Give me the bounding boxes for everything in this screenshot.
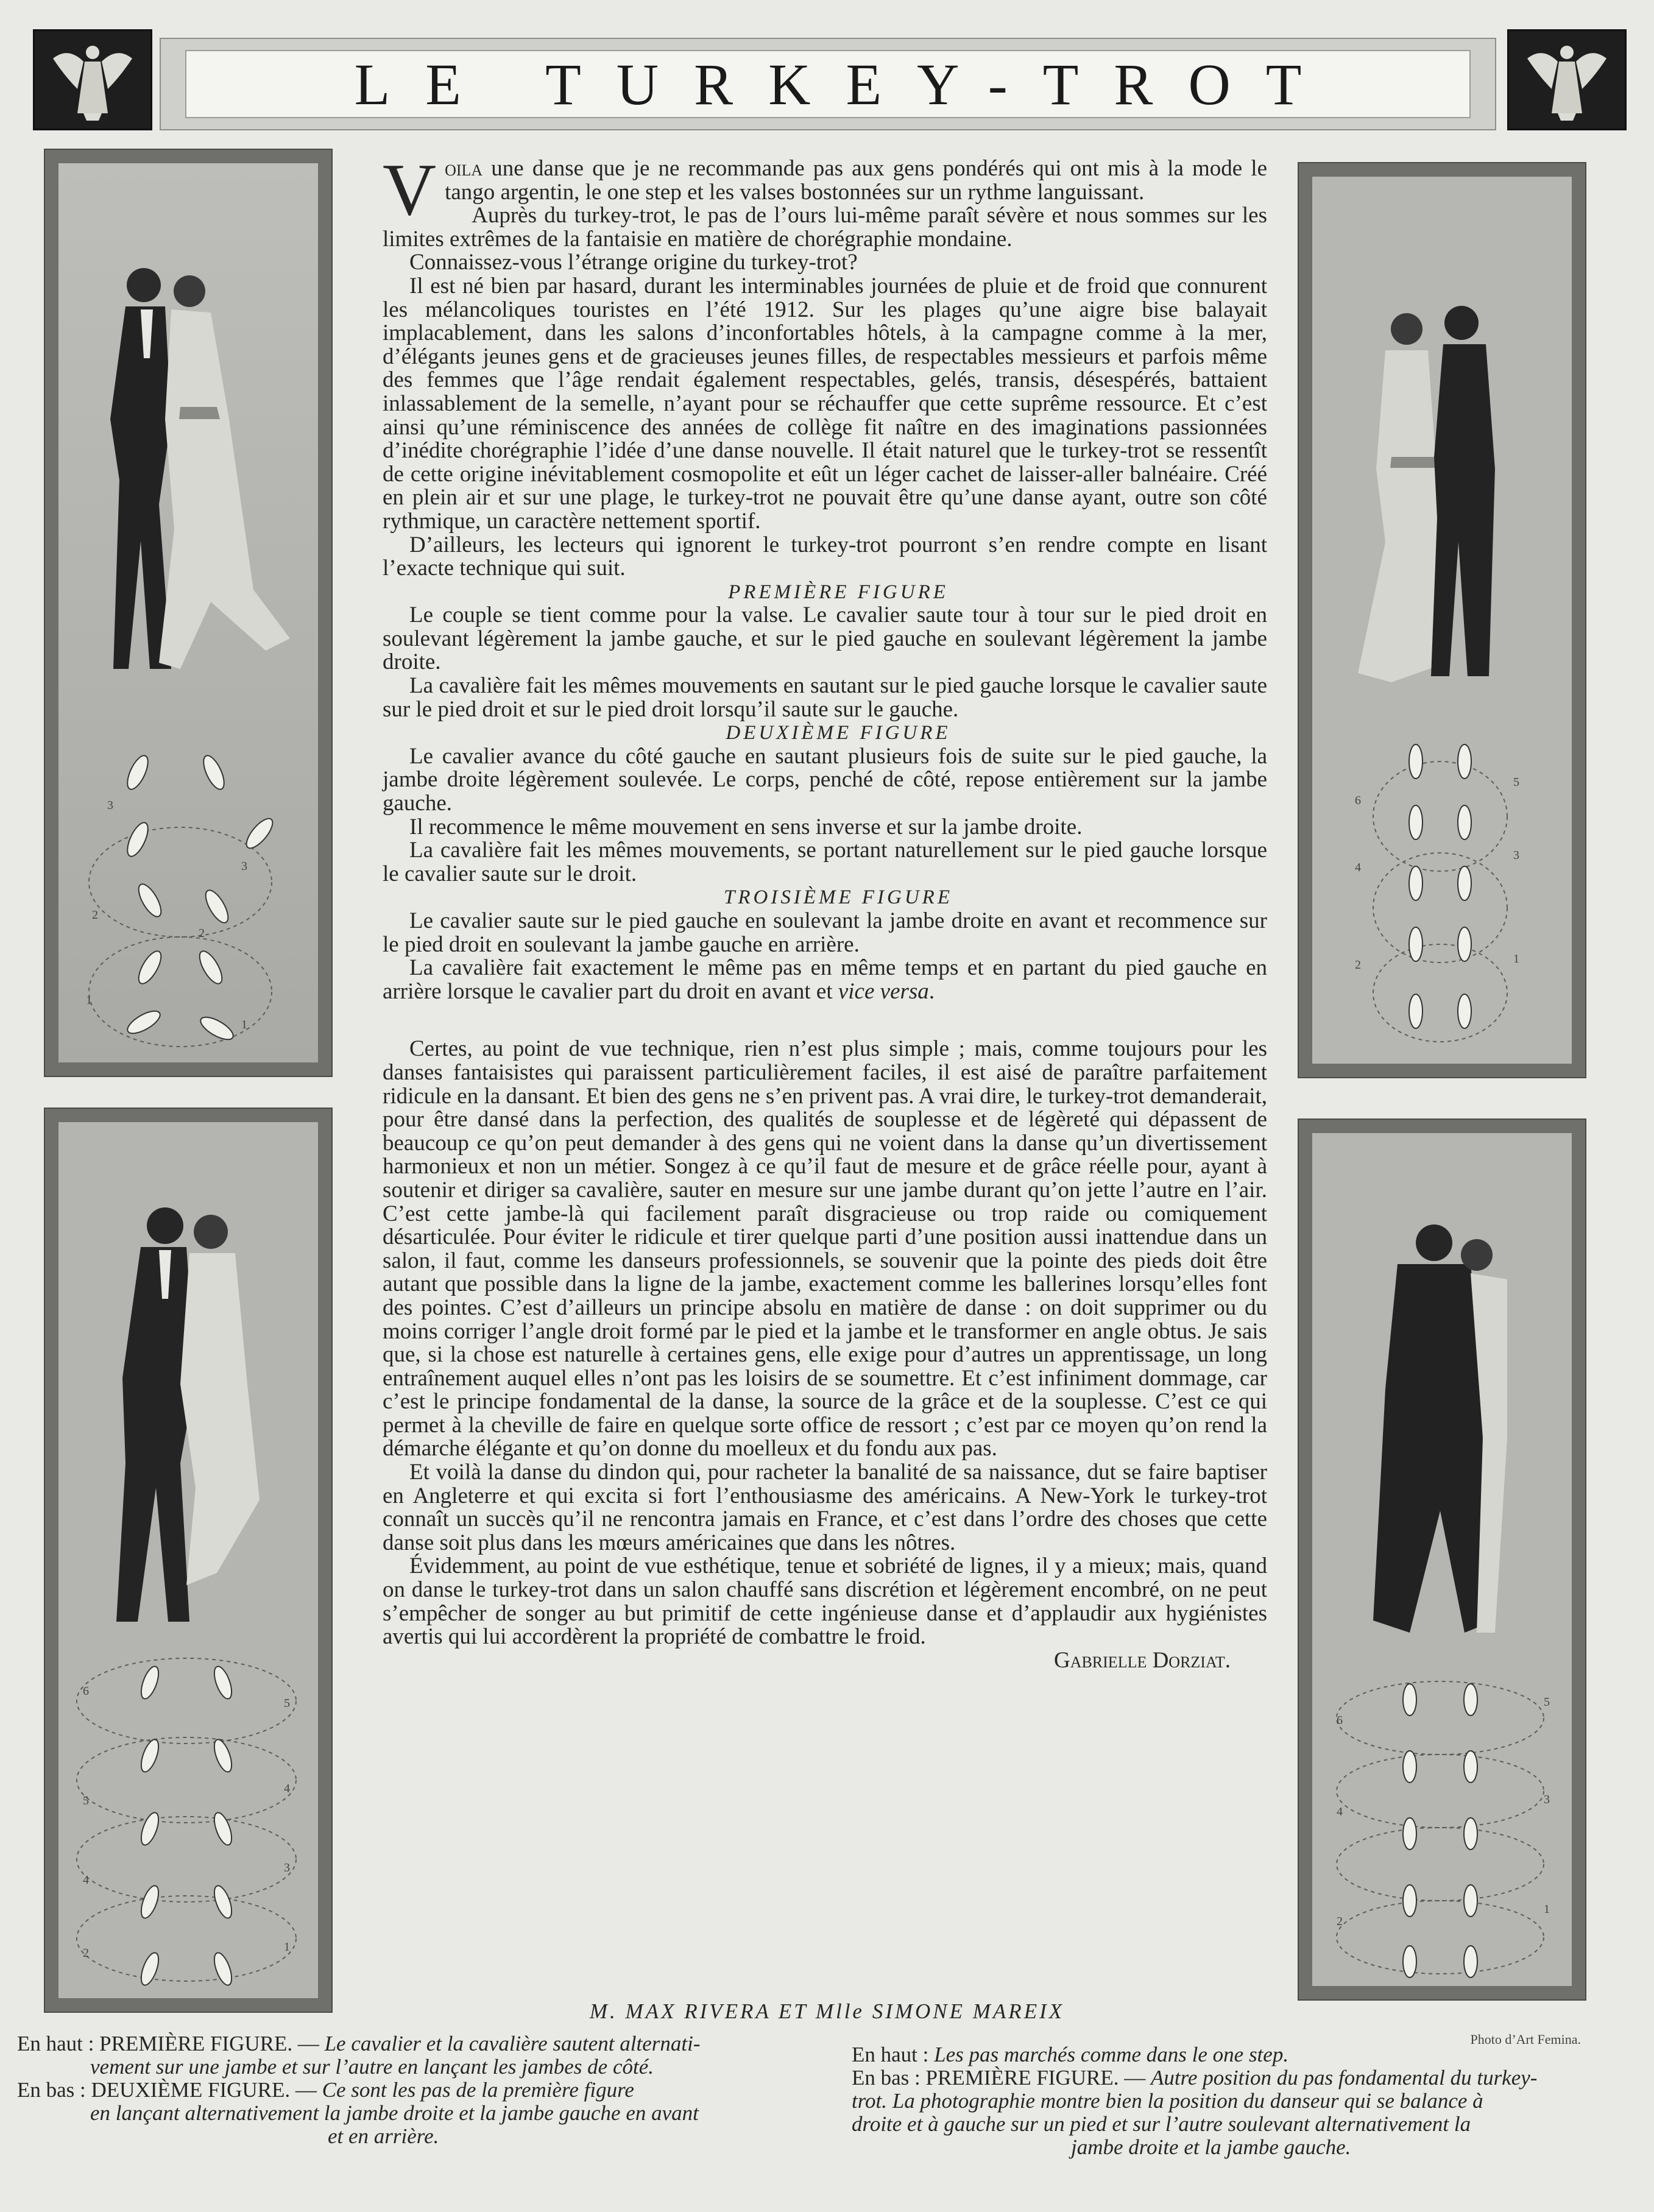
caption-text: En haut : [17,2032,100,2055]
photo-bottom-left [44,1108,333,2013]
drop-cap: V [383,149,437,231]
caption-text: Le cavalier et la cavalière sautent alternati- [324,2032,701,2055]
photo-plate [1312,177,1572,1064]
caption-left [17,2032,700,2148]
paragraph: Il est né bien par hasard, durant les interminables journées de pluie et de froid que connurent les mélancoliques touristes en l’été 1912. Sur les plages qu’une aigre bise balayait implacablement, dans les salons d’inconfortables hôtels, à la campagne comme à la mer, d’élégants jeunes gens et de gracieuses jeunes filles, de respectables messieurs et parfois même des femmes que l’âge rendait également respectables, gelés, transis, désespérés, battaient inlassablement de la semelle, n’ayant pour se réchauffer que cette suprême ressource. Et c’est ainsi qu’une réminiscence des années de collège fit naître en des imaginations passionnées d’inédite chorégraphie l’idée d’une danse nouvelle. Il était naturel que le turkey-trot se ressentît de cette origine inévitablement cosmopolite et eût un léger cachet de laisser-aller balnéaire. Créé en plein air et sur une plage, le turkey-trot ne pouvait être qu’une danse ayant, outre son côté rythmique, un caractère nettement sportif. [383,273,1267,534]
dancer-ornament-icon [1515,34,1619,125]
caption-text: Ce sont les pas de la première figure [322,2078,634,2102]
paragraph: Le couple se tient comme pour la valse. Le cavalier saute tour à tour sur le pied droit en soulevant légèrement la jambe gauche, et sur le pied gauche en soulevant légèrement la jambe droite. [383,602,1267,675]
svg-text:3: 3 [284,1861,290,1875]
caption-line: trot. La photographie montre bien la position du danseur qui se balance à [852,2089,1483,2113]
caption-line: en lançant alternativement la jambe droite et la jambe gauche en avant [90,2101,699,2125]
paragraph: D’ailleurs, les lecteurs qui ignorent le turkey-trot pourront s’en rendre compte en lisant l’exacte technique qui suit. [383,532,1267,581]
svg-text:1: 1 [1513,952,1519,966]
paragraph: La cavalière fait les mêmes mouvements en sautant sur le pied gauche lorsque le cavalier saute sur le pied droit et sur le pied droit lorsqu’il saute sur le gauche. [383,673,1267,722]
svg-text:3: 3 [1544,1793,1550,1806]
couple-dancing-photo [58,1122,318,1998]
paragraph: La cavalière fait les mêmes mouvements, se portant naturellement sur le pied gauche lorsque le cavalier saute sur le droit. [383,838,1267,886]
caption-line: jambe droite et la jambe gauche. [1071,2135,1351,2159]
svg-text:1: 1 [241,1018,247,1031]
paragraph [383,956,1267,1003]
photo-plate [1312,1133,1572,1986]
ornament-left [33,29,152,130]
svg-text:6: 6 [1355,794,1361,807]
paragraph: Le cavalier avance du côté gauche en sautant plusieurs fois de suite sur le pied gauche, la jambe droite légèrement soulevée. Le corps, penché de côté, repose entièrement sur la jambe gauche. [383,743,1267,816]
svg-text:2: 2 [1355,958,1361,972]
svg-text:4: 4 [1355,861,1361,874]
caption-line: et en arrière. [328,2124,439,2148]
svg-text:2: 2 [199,927,205,940]
intro-lead: oila [445,156,483,181]
dancer-ornament-icon [41,34,144,125]
photo-bottom-right [1298,1118,1586,2001]
caption-line [852,2066,1537,2090]
paragraph: Évidemment, au point de vue esthétique, tenue et sobriété de lignes, il y a mieux; mais, quand on danse le turkey-trot dans un salon chauffé sans discrétion et légèrement encombré, on ne peut s’empêcher de songer au but primitif de cette ingénieuse danse et d’applaudir aux hygiénistes avertis qui lui accordèrent la propriété de combattre le froid. [383,1553,1267,1650]
svg-text:2: 2 [92,908,98,922]
section-heading: PREMIÈRE FIGURE [728,581,949,603]
caption-line [852,2043,1537,2066]
caption-line: vement sur une jambe et sur l’autre en lançant les jambes de côté. [90,2055,654,2079]
caption-text: En bas : [852,2066,926,2090]
svg-text:2: 2 [83,1946,89,1960]
text-run: La cavalière fait exactement le même pas en même temps et en partant du pied gauche en arrière lorsque le cavalier part du droit en avant et [383,955,1267,1004]
couple-dancing-photo [1312,177,1572,1064]
couple-dancing-photo [1312,1133,1572,1986]
photo-top-right [1298,162,1586,1078]
svg-text:3: 3 [1513,849,1519,862]
dancers-credit: M. MAX RIVERA ET Mlle SIMONE MAREIX [589,1999,1065,2023]
svg-text:3: 3 [241,860,247,873]
caption-figure: PREMIÈRE FIGURE. — [99,2032,325,2055]
photo-credit: Photo d’Art Femina. [1470,2032,1581,2047]
svg-text:1: 1 [1544,1903,1550,1916]
page-title: LE TURKEY-TROT [354,51,1337,117]
caption-right [852,2043,1537,2159]
svg-text:4: 4 [1337,1805,1343,1818]
paragraph: Connaissez-vous l’étrange origine du turkey-trot? [409,250,858,275]
svg-text:1: 1 [284,1940,290,1954]
title-band [160,38,1496,130]
svg-text:5: 5 [83,1794,89,1807]
caption-figure: PREMIÈRE FIGURE. — [925,2066,1151,2090]
paragraph: Et voilà la danse du dindon qui, pour racheter la banalité de sa naissance, dut se faire baptiser en Angleterre et qui excita si fort l’enthousiasme des américains. A New-York le turkey-trot connaît un succès qu’il ne rencontra jamais en France, et c’est dans l’ordre des choses que cette danse soit plus dans les mœurs américaines que dans les nôtres. [383,1460,1267,1555]
caption-figure: DEUXIÈME FIGURE. — [91,2078,322,2102]
paragraph: Certes, au point de vue technique, rien n’est plus simple ; mais, comme toujours pour les danses fantaisistes qui paraissent particulièrement faciles, il est aisé de paraître parfaitement ridicule en la dansant. Et bien des gens ne s’en privent pas. A vrai dire, le turkey-trot demanderait, pour être dansé dans la perfection, des qualités de souplesse et de légèreté qui dépassent de beaucoup ce qu’on peut demander à des gens qui ne voient dans la danse qu’un divertissement harmonieux et non un métier. Songez à ce qu’il faut de mesure et de grâce réelle pour, ayant à soutenir et diriger sa cavalière, sauter en mesure sur une jambe durant qu’on jette l’autre en l’air. C’est cette jambe-là qui facilement paraît disgracieuse ou trop raide ou comiquement désarticulée. Pour éviter le ridicule et tirer quelque parti d’une position aussi inattendue dans un salon, il faut, comme les danseurs professionnels, se souvenir que la pointe des pieds doit être autant que possible dans la ligne de la jambe, exactement comme les ballerines lorsqu’elles font des pointes. C’est d’ailleurs un principe absolu en matière de danse : on doit supprimer ou du moins corriger l’angle droit formé par le pied et la jambe et le transformer en angle obtus. Je sais que, si la chose est naturelle à certaines gens, elle exige pour d’autres un apprentissage, un long entraînement auquel elles n’ont pas les loisirs de se soumettre. Et c’est infiniment dommage, car c’est le principe fondamental de la danse, la source de la grâce et de la souplesse. C’est ce qui permet à la cheville de faire en quelque sorte office de ressort ; c’est par ce moyen qu’on rend la démarche élégante et qu’on donne du moelleux et du fondu aux pas. [383,1036,1267,1461]
paragraph: Il recommence le même mouvement en sens inverse et sur la jambe droite. [409,814,1083,839]
caption-text: Autre position du pas fondamental du turkey- [1150,2066,1538,2090]
caption-text: En bas : [17,2078,91,2102]
svg-text:4: 4 [83,1873,89,1887]
text-run: . [928,978,935,1004]
article-body [383,149,1267,1673]
spacer [383,1003,1267,1037]
svg-text:5: 5 [284,1697,290,1710]
svg-text:1: 1 [86,994,92,1007]
section-heading: TROISIÈME FIGURE [723,886,953,909]
italic-text: vice versa [838,978,929,1004]
caption-text: En haut : [852,2043,935,2066]
ornament-right [1507,29,1627,130]
intro-text: une danse que je ne recommande pas aux gens pondérés qui ont mis à la mode le tango argentin, le one step et les valses bostonnées sur un rythme languissant. [445,156,1267,205]
author-signature: Gabrielle Dorziat. [1053,1647,1231,1673]
paragraph: Auprès du turkey-trot, le pas de l’ours lui-même paraît sévère et nous sommes sur les limites extrêmes de la fantaisie en matière de chorégraphie mondaine. [383,203,1267,252]
svg-text:6: 6 [1337,1714,1343,1727]
caption-line [17,2079,700,2102]
photo-plate [58,1122,318,1998]
svg-text:5: 5 [1513,776,1519,789]
svg-text:4: 4 [284,1782,290,1795]
svg-text:2: 2 [1337,1915,1343,1928]
svg-text:5: 5 [1544,1695,1550,1709]
section-heading: DEUXIÈME FIGURE [726,722,951,744]
svg-text:6: 6 [83,1684,89,1698]
photo-top-left [44,149,333,1077]
paragraph: Le cavalier saute sur le pied gauche en soulevant la jambe droite en avant et recommence sur le pied droit en soulevant la jambe gauche en arrière. [383,908,1267,957]
photo-plate [58,163,318,1062]
caption-line: droite et à gauche sur un pied et sur l’autre soulevant alternativement la [852,2112,1471,2136]
title-panel [185,50,1471,118]
svg-text:3: 3 [107,799,113,812]
caption-line [17,2032,700,2055]
couple-dancing-photo [58,163,318,1062]
caption-text: Les pas marchés comme dans le one step. [934,2043,1289,2066]
